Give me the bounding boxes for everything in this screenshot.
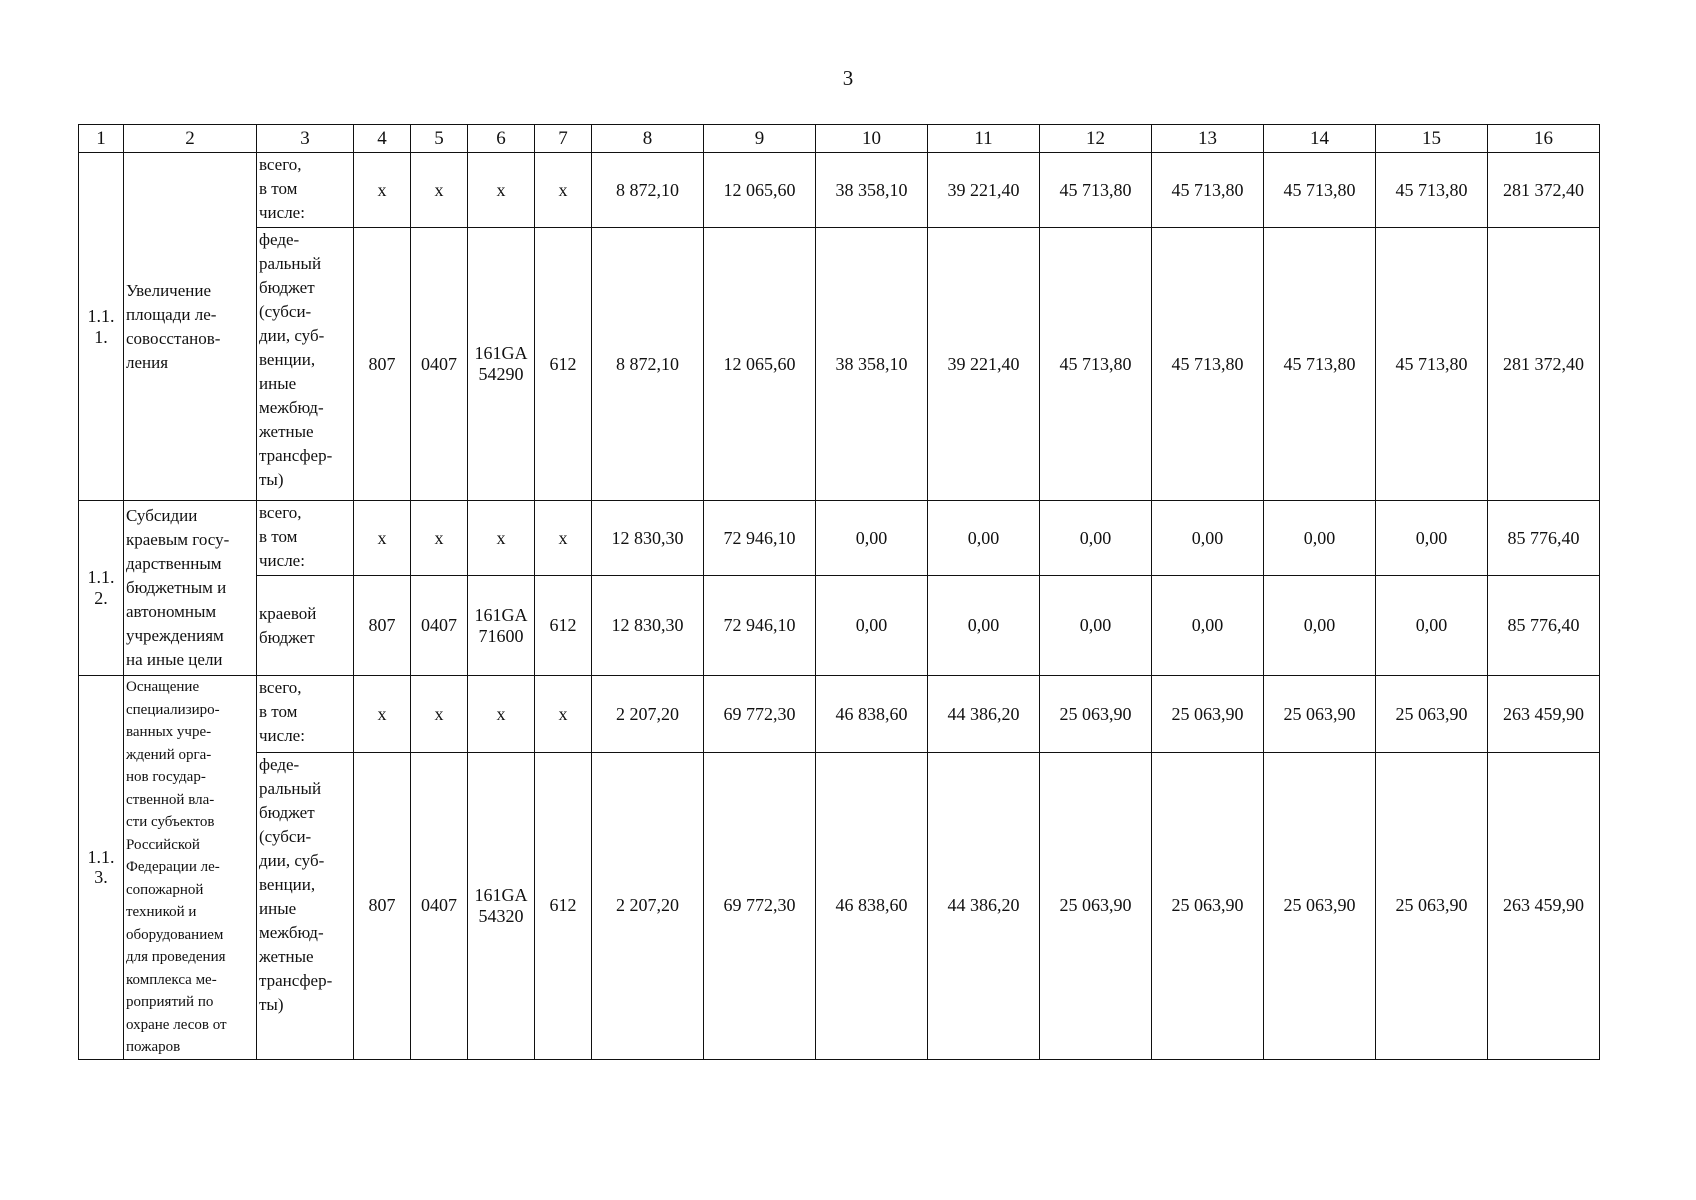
value-cell: 72 946,10 [704,576,816,676]
table-cell: x [411,676,468,753]
column-number: 16 [1488,125,1600,153]
column-number: 10 [816,125,928,153]
column-number: 9 [704,125,816,153]
value-cell: 0,00 [1152,576,1264,676]
value-cell: 45 713,80 [1264,228,1376,501]
item-name: Оснащение специализиро- ванных учре- ждений орга- нов государ- ственной вла- сти субъектов Российской Федерации ле- сопожарной техникой и оборудованием для проведения комплекса ме- роприятий по охране лесов от пожаров [124,676,257,1060]
value-cell: 0,00 [1264,576,1376,676]
column-number: 12 [1040,125,1152,153]
column-number: 14 [1264,125,1376,153]
table-row [79,753,1600,1059]
value-cell: 25 063,90 [1040,676,1152,753]
budget-code: 161GA 54320 [468,753,535,1059]
value-cell: 2 207,20 [592,676,704,753]
table-cell: 0407 [411,576,468,676]
total-cell: 281 372,40 [1488,228,1600,501]
value-cell: 25 063,90 [1152,676,1264,753]
funding-source: всего, в том числе: [257,501,354,576]
table-row [79,576,1600,676]
table-cell: 0407 [411,753,468,1059]
value-cell: 25 063,90 [1040,753,1152,1059]
value-cell: 44 386,20 [928,753,1040,1059]
table-cell: x [468,153,535,228]
value-cell: 8 872,10 [592,228,704,501]
table-cell: 807 [354,753,411,1059]
table-cell: 807 [354,228,411,501]
column-number: 3 [257,125,354,153]
column-number: 1 [79,125,124,153]
item-name: Увеличение площади ле- совосстанов- ления [124,153,257,501]
table-row [79,501,1600,576]
value-cell: 45 713,80 [1264,153,1376,228]
column-number: 8 [592,125,704,153]
total-cell: 263 459,90 [1488,753,1600,1059]
value-cell: 38 358,10 [816,153,928,228]
funding-source: феде- ральный бюджет (субси- дии, суб- венции, иные межбюд- жетные трансфер- ты) [257,753,354,1059]
column-number: 4 [354,125,411,153]
value-cell: 0,00 [1264,501,1376,576]
table-cell: x [468,676,535,753]
value-cell: 38 358,10 [816,228,928,501]
total-cell: 85 776,40 [1488,501,1600,576]
funding-source: краевой бюджет [257,576,354,676]
table-cell: 612 [535,753,592,1059]
value-cell: 69 772,30 [704,753,816,1059]
table-cell: x [411,153,468,228]
item-number: 1.1. 3. [79,676,124,1060]
budget-code: 161GA 71600 [468,576,535,676]
total-cell: 281 372,40 [1488,153,1600,228]
table-cell: x [468,501,535,576]
table-cell: 807 [354,576,411,676]
table-row [79,153,1600,228]
value-cell: 44 386,20 [928,676,1040,753]
column-number: 11 [928,125,1040,153]
value-cell: 46 838,60 [816,676,928,753]
value-cell: 0,00 [928,501,1040,576]
column-number: 6 [468,125,535,153]
item-number: 1.1. 1. [79,153,124,501]
total-cell: 85 776,40 [1488,576,1600,676]
table-cell: 612 [535,576,592,676]
funding-source: всего, в том числе: [257,153,354,228]
value-cell: 12 830,30 [592,501,704,576]
value-cell: 25 063,90 [1264,676,1376,753]
value-cell: 0,00 [1040,576,1152,676]
column-number: 13 [1152,125,1264,153]
value-cell: 46 838,60 [816,753,928,1059]
value-cell: 39 221,40 [928,228,1040,501]
table-cell: x [535,501,592,576]
value-cell: 0,00 [816,576,928,676]
value-cell: 45 713,80 [1152,153,1264,228]
table-cell: x [535,153,592,228]
page-number: 3 [842,66,854,90]
value-cell: 45 713,80 [1376,228,1488,501]
column-number: 2 [124,125,257,153]
value-cell: 25 063,90 [1264,753,1376,1059]
table-cell: x [354,676,411,753]
value-cell: 0,00 [816,501,928,576]
value-cell: 45 713,80 [1040,228,1152,501]
column-number-row [79,125,1600,153]
table-cell: x [535,676,592,753]
value-cell: 25 063,90 [1376,753,1488,1059]
funding-source: феде- ральный бюджет (субси- дии, суб- венции, иные межбюд- жетные трансфер- ты) [257,228,354,501]
value-cell: 45 713,80 [1040,153,1152,228]
item-name: Субсидии краевым госу- дарственным бюджетным и автономным учреждениям на иные цели [124,501,257,676]
value-cell: 8 872,10 [592,153,704,228]
table-row [79,228,1600,501]
value-cell: 0,00 [1152,501,1264,576]
total-cell: 263 459,90 [1488,676,1600,753]
value-cell: 0,00 [928,576,1040,676]
column-number: 5 [411,125,468,153]
value-cell: 0,00 [1376,501,1488,576]
value-cell: 25 063,90 [1376,676,1488,753]
table-cell: x [354,153,411,228]
budget-table [78,124,1600,1060]
value-cell: 0,00 [1376,576,1488,676]
table-cell: 612 [535,228,592,501]
table-cell: x [411,501,468,576]
value-cell: 12 830,30 [592,576,704,676]
value-cell: 2 207,20 [592,753,704,1059]
value-cell: 12 065,60 [704,228,816,501]
funding-source: всего, в том числе: [257,676,354,753]
budget-code: 161GA 54290 [468,228,535,501]
value-cell: 25 063,90 [1152,753,1264,1059]
value-cell: 69 772,30 [704,676,816,753]
value-cell: 39 221,40 [928,153,1040,228]
column-number: 7 [535,125,592,153]
column-number: 15 [1376,125,1488,153]
value-cell: 45 713,80 [1376,153,1488,228]
value-cell: 72 946,10 [704,501,816,576]
table-cell: x [354,501,411,576]
table-row [79,676,1600,753]
item-number: 1.1. 2. [79,501,124,676]
value-cell: 12 065,60 [704,153,816,228]
table-cell: 0407 [411,228,468,501]
value-cell: 0,00 [1040,501,1152,576]
value-cell: 45 713,80 [1152,228,1264,501]
